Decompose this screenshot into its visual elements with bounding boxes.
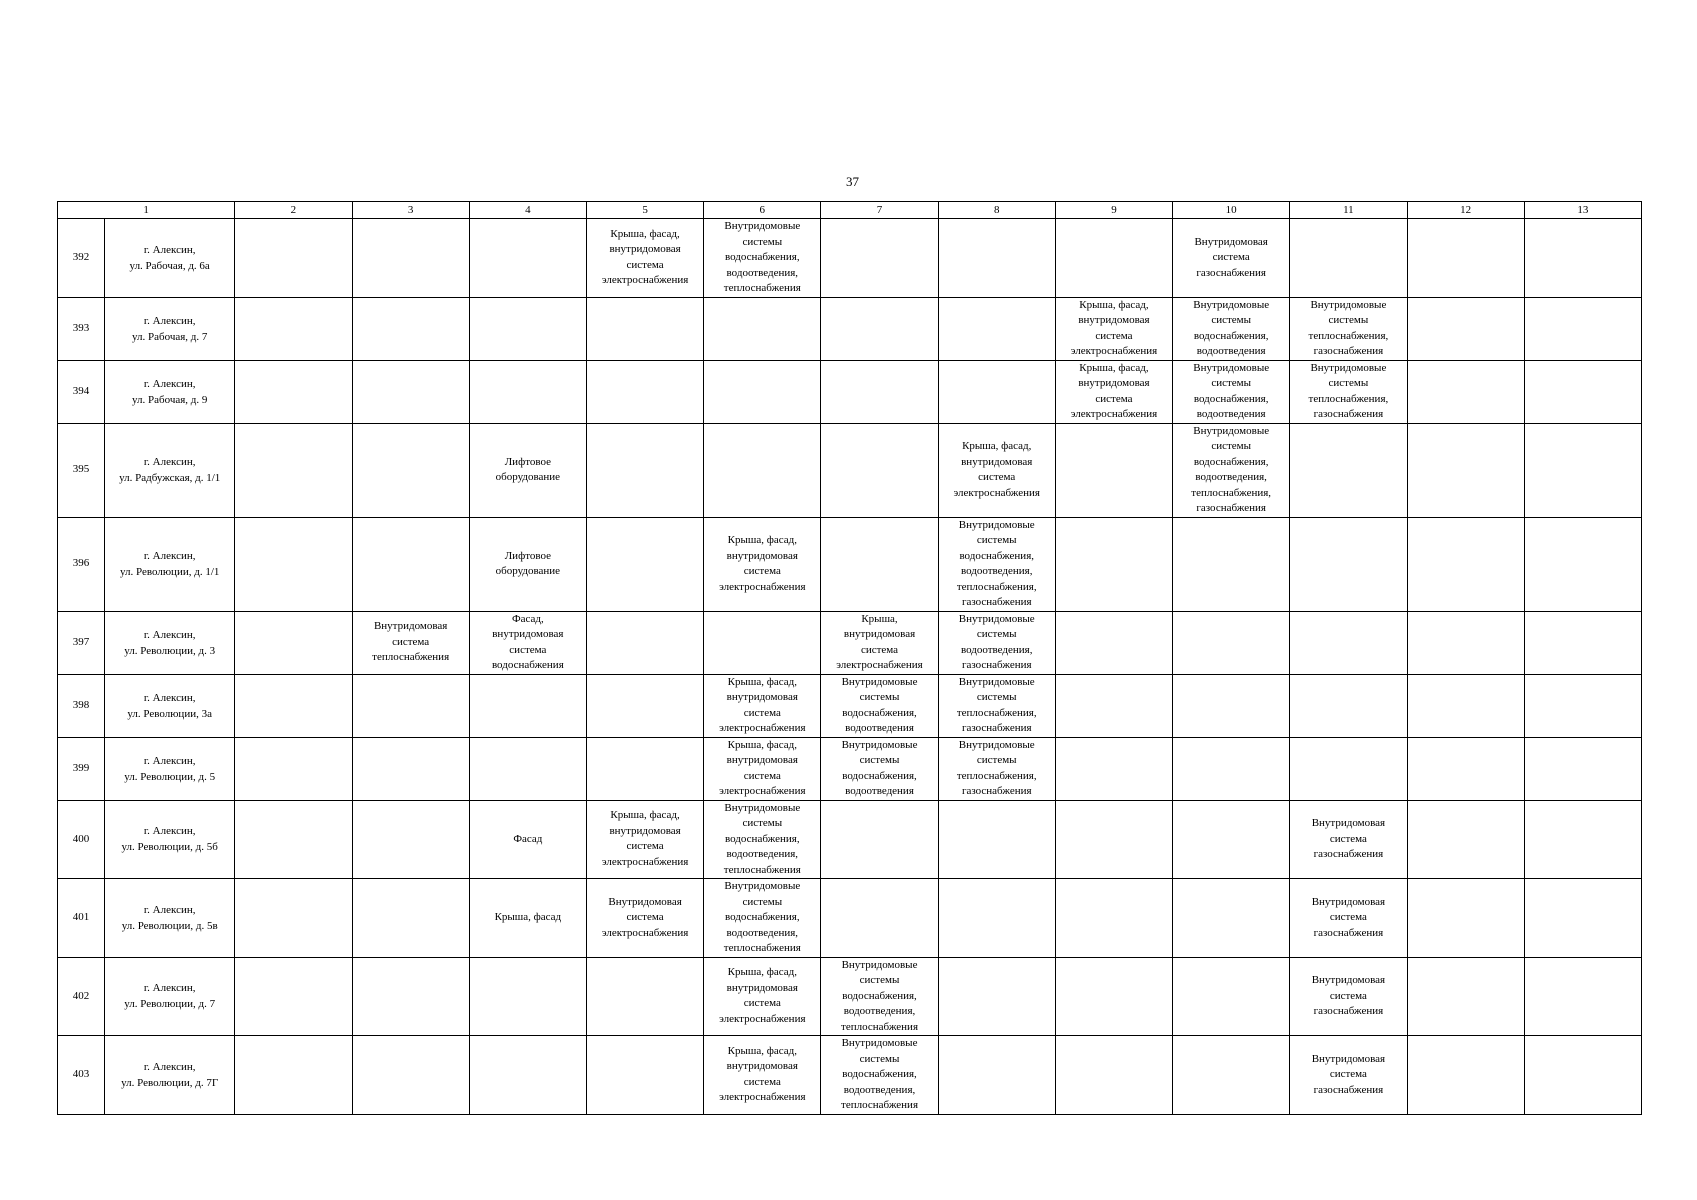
work-text: Фасад: [513, 832, 543, 845]
work-cell-c5: [586, 674, 703, 737]
work-text: Внутридомовая система газоснабжения: [1311, 974, 1386, 1017]
work-text: Внутридомовые системы водоснабжения, водоотведения, теплоснабжения, газоснабжения: [956, 518, 1037, 608]
work-cell-c13: [1524, 360, 1641, 423]
work-cell-c12: [1407, 957, 1524, 1036]
row-number: 403: [72, 1068, 90, 1080]
work-cell-c6: [704, 297, 821, 360]
table-row: [58, 800, 1642, 879]
address-text: г. Алексин, ул. Революции, 3а: [127, 691, 212, 720]
work-cell-c10: [1173, 674, 1290, 737]
row-number: 396: [72, 557, 90, 570]
work-cell-c12: [1407, 517, 1524, 611]
work-cell-c2: [235, 423, 352, 517]
work-cell-c11: [1290, 360, 1407, 423]
address-text: г. Алексин, ул. Революции, д. 7Г: [121, 1060, 219, 1089]
row-number-cell: [58, 737, 105, 800]
work-cell-c7: [821, 1036, 938, 1115]
work-cell-c2: [235, 360, 352, 423]
work-cell-c11: [1290, 219, 1407, 298]
column-header: 4: [469, 202, 586, 219]
work-cell-c6: [704, 360, 821, 423]
work-cell-c3: [352, 360, 469, 423]
address-text: г. Алексин, ул. Революции, д. 3: [124, 628, 216, 657]
work-cell-c3: [352, 674, 469, 737]
work-text: Крыша, фасад, внутридомовая система электроснабжения: [1070, 361, 1158, 420]
work-cell-c3: [352, 800, 469, 879]
work-cell-c6: [704, 423, 821, 517]
work-cell-c8: [938, 957, 1055, 1036]
work-text: Внутридомовая система теплоснабжения: [372, 620, 450, 664]
column-header: 13: [1524, 202, 1641, 219]
work-cell-c6: [704, 1036, 821, 1115]
work-cell-c10: [1173, 423, 1290, 517]
work-cell-c4: [469, 219, 586, 298]
row-number: 392: [72, 251, 90, 263]
work-cell-c6: [704, 219, 821, 298]
row-number: 399: [72, 761, 90, 774]
address-text: г. Алексин, ул. Радбужская, д. 1/1: [119, 456, 221, 484]
work-text: Внутридомовая система электроснабжения: [601, 895, 689, 939]
work-cell-c5: [586, 360, 703, 423]
column-header: 5: [586, 202, 703, 219]
table-row: [58, 1036, 1642, 1115]
table-row: [58, 674, 1642, 737]
work-text: Внутридомовая система газоснабжения: [1311, 895, 1386, 939]
work-text: Крыша, фасад, внутридомовая система электроснабжения: [719, 1044, 806, 1104]
address-cell: [105, 674, 235, 737]
work-cell-c11: [1290, 423, 1407, 517]
work-cell-c6: [704, 674, 821, 737]
column-header: 6: [704, 202, 821, 219]
work-cell-c3: [352, 517, 469, 611]
row-number-cell: [58, 1036, 105, 1115]
work-cell-c2: [235, 737, 352, 800]
work-cell-c6: [704, 737, 821, 800]
work-cell-c10: [1173, 297, 1290, 360]
row-number: 395: [72, 463, 90, 476]
address-cell: [105, 737, 235, 800]
work-text: Лифтовое оборудование: [495, 455, 561, 483]
work-cell-c12: [1407, 674, 1524, 737]
column-header: 2: [235, 202, 352, 219]
address-cell: [105, 800, 235, 879]
work-cell-c4: [469, 737, 586, 800]
row-number-cell: [58, 800, 105, 879]
row-number-cell: [58, 219, 105, 298]
work-cell-c9: [1055, 1036, 1172, 1115]
work-cell-c5: [586, 1036, 703, 1115]
work-cell-c10: [1173, 1036, 1290, 1115]
work-cell-c7: [821, 957, 938, 1036]
work-cell-c5: [586, 219, 703, 298]
work-cell-c11: [1290, 800, 1407, 879]
work-cell-c10: [1173, 879, 1290, 958]
work-cell-c3: [352, 219, 469, 298]
work-cell-c11: [1290, 674, 1407, 737]
column-header: 10: [1173, 202, 1290, 219]
work-text: Внутридомовые системы теплоснабжения, газоснабжения: [1308, 361, 1389, 420]
work-cell-c3: [352, 423, 469, 517]
work-cell-c2: [235, 879, 352, 958]
work-cell-c10: [1173, 800, 1290, 879]
work-cell-c12: [1407, 800, 1524, 879]
work-cell-c10: [1173, 517, 1290, 611]
work-cell-c4: [469, 879, 586, 958]
address-text: г. Алексин, ул. Рабочая, д. 9: [132, 377, 208, 406]
work-text: Внутридомовые системы водоотведения, газоснабжения: [958, 612, 1035, 671]
work-cell-c3: [352, 297, 469, 360]
address-cell: [105, 423, 235, 517]
work-cell-c7: [821, 297, 938, 360]
row-number-cell: [58, 297, 105, 360]
address-text: г. Алексин, ул. Рабочая, д. 7: [132, 314, 208, 343]
work-cell-c2: [235, 1036, 352, 1115]
work-text: Крыша, фасад, внутридомовая система электроснабжения: [719, 738, 806, 797]
work-cell-c5: [586, 611, 703, 674]
address-cell: [105, 219, 235, 298]
work-cell-c8: [938, 800, 1055, 879]
address-text: г. Алексин, ул. Революции, д. 7: [124, 982, 216, 1011]
work-cell-c8: [938, 1036, 1055, 1115]
row-number-cell: [58, 674, 105, 737]
work-cell-c5: [586, 957, 703, 1036]
address-text: г. Алексин, ул. Революции, д. 5в: [121, 903, 218, 932]
work-text: Внутридомовые системы водоснабжения, водоотведения, теплоснабжения: [723, 880, 801, 954]
work-cell-c8: [938, 360, 1055, 423]
table-row: [58, 219, 1642, 298]
work-cell-c8: [938, 611, 1055, 674]
row-number: 402: [72, 989, 90, 1002]
address-text: г. Алексин, ул. Революции, д. 1/1: [120, 550, 220, 578]
work-cell-c12: [1407, 879, 1524, 958]
work-cell-c7: [821, 879, 938, 958]
column-number-row: [58, 202, 1642, 219]
work-text: Внутридомовые системы водоснабжения, водоотведения, теплоснабжения: [723, 801, 801, 876]
work-cell-c10: [1173, 360, 1290, 423]
row-number-cell: [58, 360, 105, 423]
work-cell-c3: [352, 957, 469, 1036]
column-header: 12: [1407, 202, 1524, 219]
work-cell-c9: [1055, 800, 1172, 879]
work-text: Крыша, внутридомовая система электроснабжения: [836, 612, 923, 671]
work-text: Крыша, фасад, внутридомовая система электроснабжения: [719, 675, 806, 734]
work-cell-c4: [469, 800, 586, 879]
row-number: 400: [72, 832, 90, 845]
work-cell-c11: [1290, 737, 1407, 800]
column-header: 11: [1290, 202, 1407, 219]
work-cell-c4: [469, 517, 586, 611]
work-cell-c5: [586, 517, 703, 611]
work-cell-c3: [352, 737, 469, 800]
work-cell-c7: [821, 360, 938, 423]
work-text: Крыша, фасад, внутридомовая система электроснабжения: [601, 809, 689, 868]
work-cell-c8: [938, 219, 1055, 298]
work-cell-c6: [704, 957, 821, 1036]
work-text: Внутридомовая система газоснабжения: [1311, 817, 1386, 860]
column-header: 8: [938, 202, 1055, 219]
table-row: [58, 423, 1642, 517]
address-text: г. Алексин, ул. Рабочая, д. 6а: [129, 243, 210, 272]
work-cell-c8: [938, 517, 1055, 611]
work-cell-c11: [1290, 879, 1407, 958]
column-header: 1: [58, 202, 235, 219]
work-cell-c5: [586, 879, 703, 958]
address-text: г. Алексин, ул. Революции, д. 5б: [121, 825, 218, 854]
work-cell-c12: [1407, 219, 1524, 298]
work-text: Крыша, фасад, внутридомовая система электроснабжения: [1070, 298, 1158, 357]
work-cell-c9: [1055, 360, 1172, 423]
work-cell-c11: [1290, 297, 1407, 360]
table-row: [58, 737, 1642, 800]
work-cell-c13: [1524, 1036, 1641, 1115]
address-cell: [105, 611, 235, 674]
work-text: Внутридомовые системы водоснабжения, водоотведения: [1193, 361, 1270, 420]
row-number-cell: [58, 611, 105, 674]
work-cell-c8: [938, 423, 1055, 517]
address-cell: [105, 517, 235, 611]
column-header: 7: [821, 202, 938, 219]
work-cell-c4: [469, 674, 586, 737]
work-cell-c11: [1290, 611, 1407, 674]
work-cell-c2: [235, 517, 352, 611]
work-text: Крыша, фасад, внутридомовая система электроснабжения: [719, 966, 806, 1025]
work-text: Крыша, фасад: [494, 911, 562, 923]
work-text: Внутридомовые системы теплоснабжения, газоснабжения: [956, 675, 1037, 734]
work-cell-c9: [1055, 297, 1172, 360]
page-number: 37: [846, 174, 859, 189]
work-cell-c7: [821, 800, 938, 879]
work-text: Фасад, внутридомовая система водоснабжения: [491, 612, 564, 671]
work-text: Внутридомовая система газоснабжения: [1194, 235, 1268, 279]
work-cell-c8: [938, 297, 1055, 360]
work-cell-c2: [235, 674, 352, 737]
work-text: Внутридомовые системы водоснабжения, водоотведения: [1193, 298, 1270, 357]
work-text: Крыша, фасад, внутридомовая система электроснабжения: [953, 440, 1040, 499]
work-text: Внутридомовые системы теплоснабжения, газоснабжения: [956, 738, 1037, 797]
work-cell-c9: [1055, 611, 1172, 674]
address-cell: [105, 360, 235, 423]
address-cell: [105, 957, 235, 1036]
row-number-cell: [58, 517, 105, 611]
repair-schedule-table: [57, 201, 1642, 1115]
work-cell-c2: [235, 800, 352, 879]
row-number-cell: [58, 957, 105, 1036]
work-cell-c13: [1524, 423, 1641, 517]
work-cell-c10: [1173, 737, 1290, 800]
row-number: 394: [72, 384, 90, 397]
row-number: 401: [72, 911, 90, 923]
work-cell-c7: [821, 611, 938, 674]
work-cell-c12: [1407, 423, 1524, 517]
work-cell-c8: [938, 879, 1055, 958]
work-text: Лифтовое оборудование: [495, 549, 561, 577]
work-text: Внутридомовые системы водоснабжения, водоотведения, теплоснабжения: [723, 220, 801, 294]
work-cell-c5: [586, 800, 703, 879]
work-text: Внутридомовая система газоснабжения: [1311, 1052, 1386, 1096]
work-cell-c7: [821, 737, 938, 800]
work-cell-c11: [1290, 517, 1407, 611]
work-cell-c6: [704, 611, 821, 674]
work-text: Внутридомовые системы теплоснабжения, газоснабжения: [1308, 298, 1389, 357]
work-cell-c6: [704, 517, 821, 611]
work-text: Внутридомовые системы водоснабжения, водоотведения, теплоснабжения: [841, 958, 918, 1033]
work-cell-c12: [1407, 611, 1524, 674]
work-cell-c13: [1524, 800, 1641, 879]
work-cell-c3: [352, 611, 469, 674]
work-cell-c6: [704, 800, 821, 879]
work-cell-c7: [821, 423, 938, 517]
work-cell-c9: [1055, 219, 1172, 298]
work-cell-c13: [1524, 611, 1641, 674]
work-text: Крыша, фасад, внутридомовая система электроснабжения: [601, 227, 689, 287]
table-row: [58, 611, 1642, 674]
work-cell-c8: [938, 737, 1055, 800]
work-cell-c11: [1290, 1036, 1407, 1115]
row-number: 397: [72, 635, 90, 648]
work-cell-c7: [821, 219, 938, 298]
work-cell-c10: [1173, 219, 1290, 298]
work-cell-c9: [1055, 423, 1172, 517]
work-cell-c9: [1055, 879, 1172, 958]
work-cell-c9: [1055, 957, 1172, 1036]
work-cell-c9: [1055, 674, 1172, 737]
table-row: [58, 957, 1642, 1036]
address-cell: [105, 1036, 235, 1115]
column-header: 9: [1055, 202, 1172, 219]
work-cell-c4: [469, 1036, 586, 1115]
work-cell-c2: [235, 957, 352, 1036]
row-number: 393: [72, 321, 90, 334]
work-cell-c2: [235, 297, 352, 360]
work-cell-c4: [469, 957, 586, 1036]
row-number-cell: [58, 879, 105, 958]
work-text: Внутридомовые системы водоснабжения, водоотведения: [841, 675, 918, 734]
work-text: Внутридомовые системы водоснабжения, водоотведения, теплоснабжения: [841, 1037, 918, 1111]
work-cell-c3: [352, 879, 469, 958]
address-text: г. Алексин, ул. Революции, д. 5: [124, 754, 216, 783]
table-body: [58, 219, 1642, 1115]
work-cell-c10: [1173, 611, 1290, 674]
work-cell-c6: [704, 879, 821, 958]
work-cell-c12: [1407, 360, 1524, 423]
work-text: Внутридомовые системы водоснабжения, водоотведения: [841, 738, 918, 797]
work-cell-c13: [1524, 737, 1641, 800]
work-cell-c5: [586, 297, 703, 360]
work-cell-c13: [1524, 219, 1641, 298]
work-cell-c7: [821, 674, 938, 737]
work-cell-c4: [469, 360, 586, 423]
work-cell-c2: [235, 611, 352, 674]
address-cell: [105, 879, 235, 958]
work-cell-c13: [1524, 674, 1641, 737]
work-cell-c9: [1055, 737, 1172, 800]
work-cell-c11: [1290, 957, 1407, 1036]
work-cell-c13: [1524, 517, 1641, 611]
work-cell-c9: [1055, 517, 1172, 611]
table-row: [58, 879, 1642, 958]
work-text: Крыша, фасад, внутридомовая система электроснабжения: [719, 534, 806, 593]
work-cell-c7: [821, 517, 938, 611]
work-cell-c13: [1524, 879, 1641, 958]
work-cell-c4: [469, 611, 586, 674]
table-row: [58, 297, 1642, 360]
work-cell-c10: [1173, 957, 1290, 1036]
table-row: [58, 360, 1642, 423]
work-cell-c13: [1524, 957, 1641, 1036]
table-row: [58, 517, 1642, 611]
work-cell-c2: [235, 219, 352, 298]
row-number: 398: [72, 698, 90, 711]
row-number-cell: [58, 423, 105, 517]
work-cell-c12: [1407, 297, 1524, 360]
address-cell: [105, 297, 235, 360]
work-cell-c12: [1407, 737, 1524, 800]
work-cell-c5: [586, 423, 703, 517]
work-text: Внутридомовые системы водоснабжения, водоотведения, теплоснабжения, газоснабжения: [1191, 424, 1272, 514]
work-cell-c4: [469, 423, 586, 517]
column-header: 3: [352, 202, 469, 219]
work-cell-c12: [1407, 1036, 1524, 1115]
work-cell-c13: [1524, 297, 1641, 360]
work-cell-c5: [586, 737, 703, 800]
work-cell-c4: [469, 297, 586, 360]
work-cell-c8: [938, 674, 1055, 737]
work-cell-c3: [352, 1036, 469, 1115]
